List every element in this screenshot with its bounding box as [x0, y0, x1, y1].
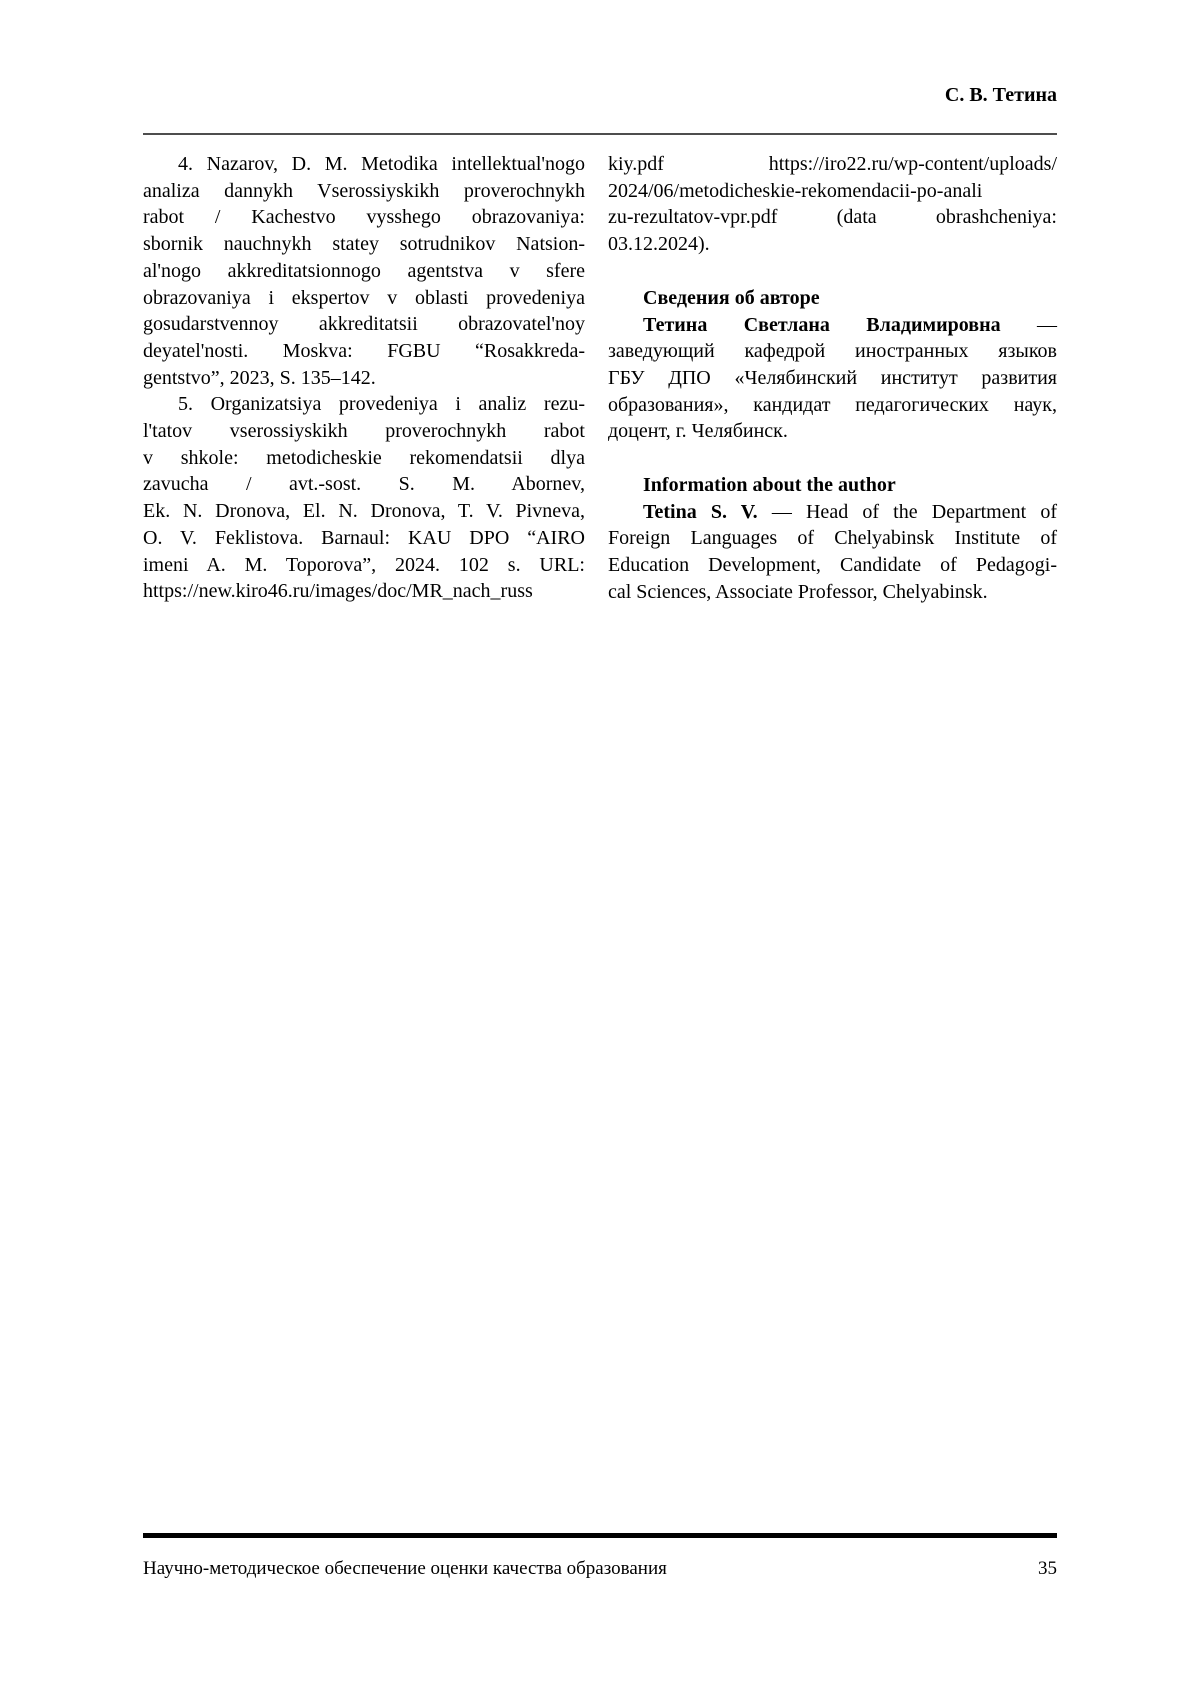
two-column-text: [143, 151, 1057, 606]
reference-4-line-5: al'nogo akkreditatsionnogo agentstva v sfere: [143, 259, 585, 282]
paragraph-spacer: [608, 258, 1057, 285]
reference-5-continued-line-1: kiy.pdf https://iro22.ru/wp-content/uploads/: [608, 153, 1057, 175]
text-segment: — Head of the Department of: [757, 500, 1057, 523]
author-info-ru-line-3: ГБУ ДПО «Челябинский институт развития: [608, 366, 1057, 389]
author-info-en-line-4: cal Sciences, Associate Professor, Chelyabinsk.: [608, 580, 988, 603]
reference-5-continued-line-4: 03.12.2024).: [608, 233, 710, 256]
reference-4-line-2: analiza dannykh Vserossiyskikh proverochnykh: [143, 179, 585, 202]
reference-5-continued-line-3: zu-rezultatov-vpr.pdf (data obrashcheniya:: [608, 206, 1057, 229]
author-name-bold: Тетина Светлана Владимировна: [643, 313, 1001, 336]
page-number: 35: [1038, 1558, 1057, 1579]
column-right: [608, 151, 1057, 606]
column-left: [143, 151, 585, 606]
reference-5-line-2: l'tatov vserossiyskikh proverochnykh rabot: [143, 420, 585, 443]
reference-5-line-6: O. V. Feklistova. Barnaul: KAU DPO “AIRO: [143, 526, 585, 549]
reference-4-line-3: rabot / Kachestvo vysshego obrazovaniya:: [143, 206, 585, 229]
text-segment: —: [1000, 313, 1057, 336]
author-info-heading-ru-line-1: Сведения об авторе: [643, 286, 820, 309]
footer: [143, 1558, 1057, 1580]
reference-4-line-1: 4. Nazarov, D. M. Metodika intellektual'nogo: [178, 153, 585, 175]
author-info-en-line-2: Foreign Languages of Chelyabinsk Institute of: [608, 527, 1057, 550]
running-title: Научно-методическое обеспечение оценки качества образования: [143, 1558, 667, 1579]
reference-5-line-8: https://new.kiro46.ru/images/doc/MR_nach_russ: [143, 580, 533, 603]
author-info-ru-line-5: доцент, г. Челябинск.: [608, 420, 788, 443]
reference-5-line-5: Ek. N. Dronova, El. N. Dronova, T. V. Pivneva,: [143, 500, 585, 523]
reference-5-line-1: 5. Organizatsiya provedeniya i analiz rezu-: [178, 393, 585, 416]
reference-4-line-9: gentstvo”, 2023, S. 135–142.: [143, 366, 376, 389]
author-info-ru-line-2: заведующий кафедрой иностранных языков: [608, 340, 1057, 363]
footer-rule: [143, 1533, 1057, 1538]
reference-4-line-6: obrazovaniya i ekspertov v oblasti provedeniya: [143, 286, 585, 309]
author-info-en-line-1: [608, 499, 1057, 526]
author-info-heading-en-line-1: Information about the author: [643, 474, 896, 497]
reference-4-line-4: sbornik nauchnykh statey sotrudnikov Natsion-: [143, 233, 585, 256]
paragraph-spacer: [608, 445, 1057, 472]
reference-5-line-4: zavucha / avt.-sost. S. M. Abornev,: [143, 473, 585, 496]
reference-5-line-3: v shkole: metodicheskie rekomendatsii dlya: [143, 446, 585, 469]
reference-4-line-8: deyatel'nosti. Moskva: FGBU “Rosakkreda-: [143, 339, 585, 362]
header-rule: [143, 133, 1057, 135]
author-name-bold: Tetina S. V.: [643, 500, 758, 523]
author-info-ru-line-4: образования», кандидат педагогических наук,: [608, 393, 1057, 416]
reference-5-continued-line-2: 2024/06/metodicheskie-rekomendacii-po-anali: [608, 179, 983, 202]
reference-5-line-7: imeni A. M. Toporova”, 2024. 102 s. URL:: [143, 553, 585, 576]
author-info-ru-line-1: [608, 312, 1057, 339]
running-head-author: С. В. Тетина: [944, 84, 1057, 106]
author-info-en-line-3: Education Development, Candidate of Pedagogi-: [608, 554, 1057, 577]
reference-4-line-7: gosudarstvennoy akkreditatsii obrazovatel'noy: [143, 313, 585, 336]
